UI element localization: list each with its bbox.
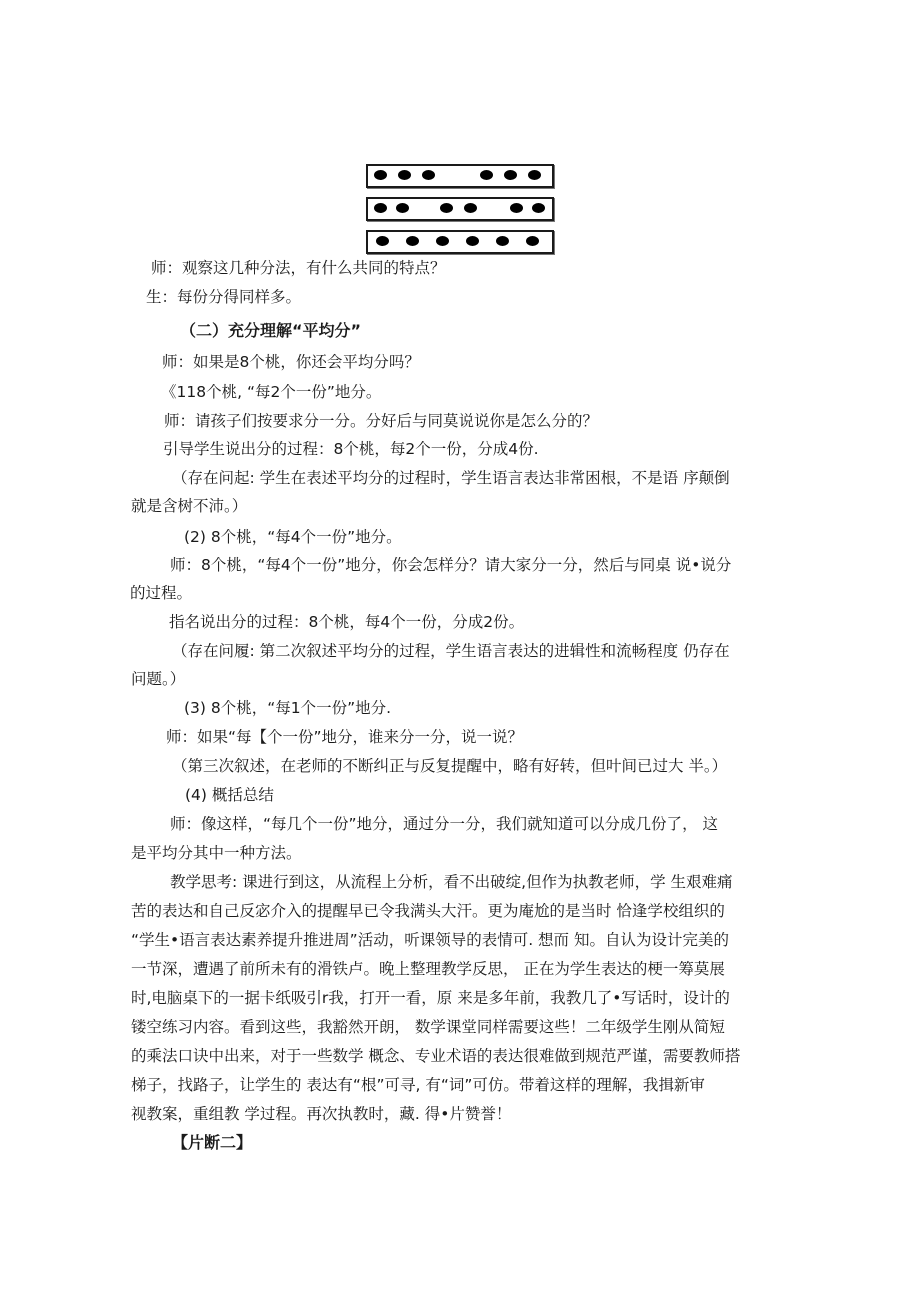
section-heading: （二）充分理解“平均分” [180, 321, 362, 340]
peach-dot [376, 236, 389, 246]
peach-dot [510, 203, 523, 213]
strip-row-3 [366, 230, 554, 254]
peach-dot [396, 203, 409, 213]
text-line: 问题。） [131, 670, 186, 688]
text-line: 一节深，遭遇了前所未有的滑铁卢。晚上整理教学反思， 正在为学生表达的梗一筹莫展 [131, 960, 725, 978]
text-line: 的过程。 [130, 584, 193, 602]
peach-dot [504, 170, 517, 180]
peach-dot [528, 170, 541, 180]
text-line: 师：观察这几种分法，有什么共同的特点？ [151, 259, 446, 277]
peach-dot [422, 170, 435, 180]
text-line: 师：如果是8个桃，你还会平均分吗？ [162, 353, 420, 371]
text-line: 镂空练习内容。看到这些，我豁然开朗， 数学课堂同样需要这些！二年级学生刚从简短 [131, 1018, 725, 1036]
peach-dot [374, 203, 387, 213]
text-line: (4) 概括总结 [185, 786, 274, 804]
text-line: 梯子，找路子，让学生的 表达有“根”可寻, 有“词”可仿。带着这样的理解，我揖新审 [131, 1076, 705, 1094]
peach-dot [480, 170, 493, 180]
peach-dot [532, 203, 545, 213]
text-line: 师：如果“每【个一份”地分，谁来分一分，说一说？ [166, 728, 524, 746]
text-line: (2) 8个桃，“每4个一份”地分。 [184, 528, 402, 546]
text-line: 就是含树不沛。） [131, 497, 248, 515]
text-line: （存在问履: 第二次叙述平均分的过程，学生语言表达的进辑性和流畅程度 仍存在 [172, 642, 730, 660]
peach-dot [406, 236, 419, 246]
text-line: 视教案，重组教 学过程。再次执教时，藏. 得•片赞誉！ [131, 1105, 512, 1123]
text-line: 苦的表达和自己反宓介入的提醒早已令我满头大汗。更为庵尬的是当时 恰逢学校组织的 [131, 902, 725, 920]
peach-dot [374, 170, 387, 180]
peach-dot [466, 236, 479, 246]
peach-dot [436, 236, 449, 246]
text-line: （存在问起: 学生在表述平均分的过程时，学生语言表达非常困根，不是语 序颠倒 [172, 469, 730, 487]
text-line: 师：8个桃，“每4个一份”地分，你会怎样分？请大家分一分，然后与同桌 说•说分 [170, 556, 732, 574]
text-line: 师：请孩子们按要求分一分。分好后与同莫说说你是怎么分的？ [164, 412, 599, 430]
peach-dot [398, 170, 411, 180]
text-line: 指名说出分的过程：8个桃，每4个一份，分成2份。 [169, 613, 525, 631]
text-line: 是平均分其中一种方法。 [131, 844, 302, 862]
strip-row-1 [366, 164, 554, 188]
text-line: 引导学生说出分的过程：8个桃，每2个一份，分成4份. [163, 440, 539, 458]
text-line: 教学思考: 课进行到这，从流程上分析，看不出破绽,但作为执教老师，学 生艰难痛 [170, 873, 733, 891]
text-line: （第三次叙述，在老师的不断纠正与反复提醒中，略有好转，但叶间已过大 半。） [172, 757, 728, 775]
peach-division-figure [366, 164, 554, 263]
text-line: (3) 8个桃，“每1个一份”地分. [184, 699, 392, 717]
text-line: 生：每份分得同样多。 [146, 288, 302, 306]
text-line: 时,电脑桌下的一据卡纸吸引r我，打开一看，原 来是多年前，我教几了•写话时，设计的 [131, 989, 730, 1007]
text-line: “学生•语言表达素养提升推进周”活动，听课领导的表情可. 想而 知。自认为设计完美的 [131, 931, 729, 949]
strip-row-2 [366, 197, 554, 221]
section-heading: 【片断二】 [172, 1133, 253, 1152]
peach-dot [526, 236, 539, 246]
text-line: 师：像这样，“每几个一份”地分，通过分一分，我们就知道可以分成几份了， 这 [170, 815, 718, 833]
text-line: 的乘法口诀中出来，对于一些数学 概念、专业术语的表达很难做到规范严谨，需要教师搭 [131, 1047, 741, 1065]
peach-dot [464, 203, 477, 213]
peach-dot [440, 203, 453, 213]
peach-dot [496, 236, 509, 246]
text-line: 《118个桃, “每2个一份”地分。 [161, 383, 382, 401]
